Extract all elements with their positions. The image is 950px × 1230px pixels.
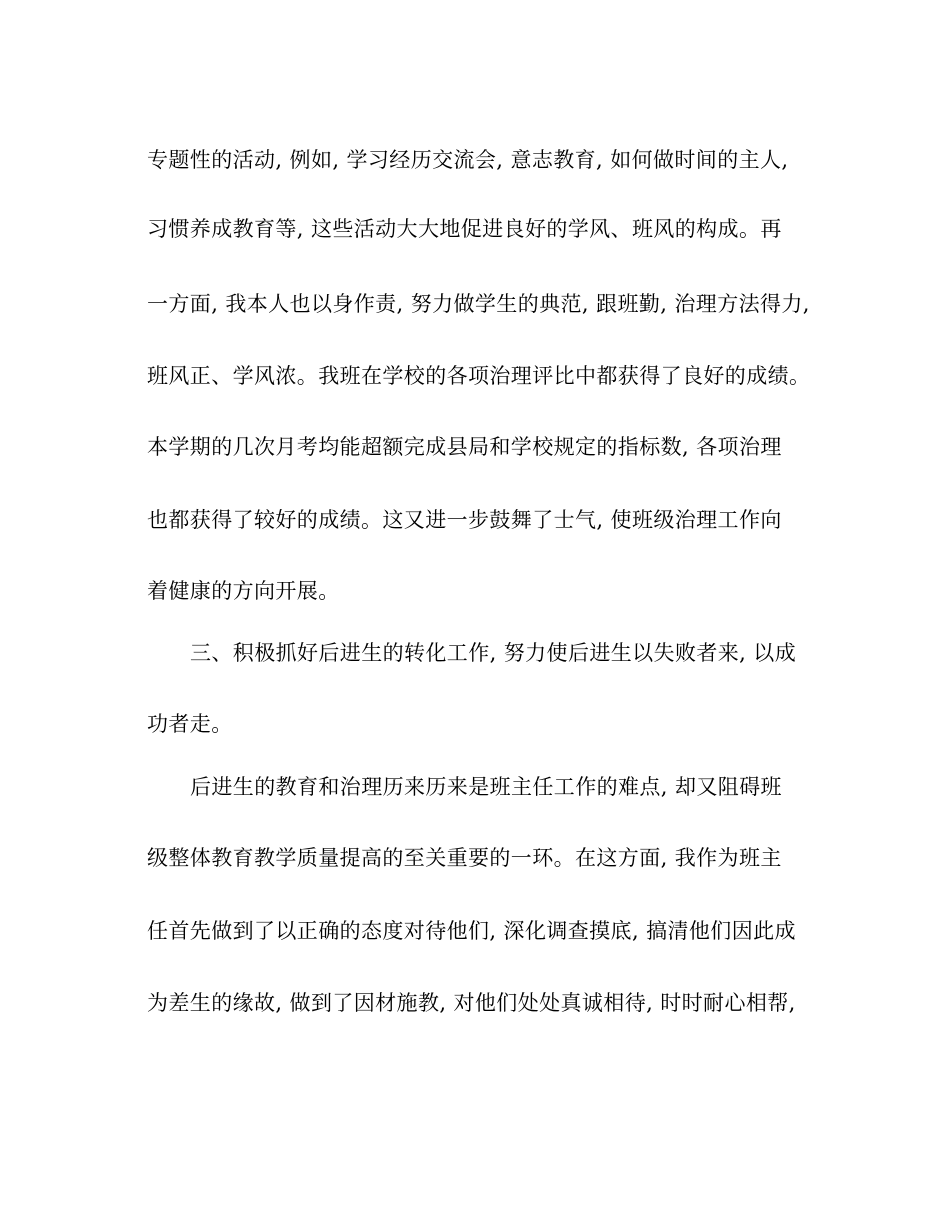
text-line: 为差生的缘故, 做到了因材施教, 对他们处处真诚相待, 时时耐心相帮, [147,991,796,1015]
text-line: 也都获得了较好的成绩。这又进一步鼓舞了士气, 使班级治理工作向 [147,508,782,532]
section-heading-continued: 功者走。 [147,712,233,736]
text-line: 本学期的几次月考均能超额完成县局和学校规定的指标数, 各项治理 [147,435,782,459]
text-line: 专题性的活动, 例如, 学习经历交流会, 意志教育, 如何做时间的主人, [147,148,789,172]
text-line: 习惯养成教育等, 这些活动大大地促进良好的学风、班风的构成。再 [147,217,782,241]
text-line: 着健康的方向开展。 [147,579,340,603]
paragraph-start: 后进生的教育和治理历来历来是班主任工作的难点, 却又阻碍班 [190,775,782,799]
text-line: 一方面, 我本人也以身作责, 努力做学生的典范, 跟班勤, 治理方法得力, [147,292,810,316]
text-line: 任首先做到了以正确的态度对待他们, 深化调查摸底, 搞清他们因此成 [147,919,796,943]
section-heading: 三、积极抓好后进生的转化工作, 努力使后进生以失败者来, 以成 [190,641,797,665]
text-line: 级整体教育教学质量提高的至关重要的一环。在这方面, 我作为班主 [147,846,782,870]
text-line: 班风正、学风浓。我班在学校的各项治理评比中都获得了良好的成绩。 [147,364,811,388]
